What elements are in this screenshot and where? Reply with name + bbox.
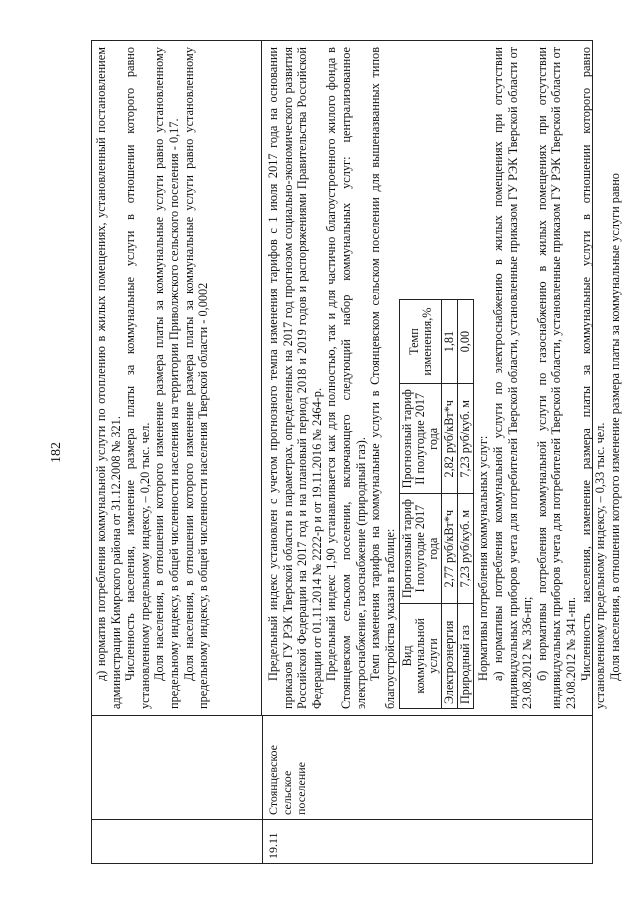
previous-entry-continuation — [92, 41, 262, 715]
row-separator — [92, 716, 263, 819]
row-number-column — [92, 819, 592, 863]
page-number: 182 — [48, 442, 64, 463]
current-entry — [263, 41, 622, 715]
table-header: Темп изменения,% — [399, 300, 441, 384]
content-column — [92, 41, 622, 715]
table-header: Прогнозный тариф I полугодие 2017 года — [399, 494, 441, 603]
document-table — [91, 40, 622, 864]
paragraph: Доля населения, в отношении которого изменение размера платы за коммунальные услуги равно установленному предельному индексу, в общей численности населения на территории Приволжского сельского поселения - 0,17. — [151, 47, 181, 709]
table-row — [441, 300, 457, 709]
settlement-name: Стоянцевское сельское поселение — [265, 744, 308, 815]
paragraph: Численность населения, изменение размера платы за коммунальные услуги в отношении которого равно установленному предельному индексу, – 0,20 тыс. чел. — [122, 47, 152, 709]
paragraph: Доля населения, в отношении которого изменение размера платы за коммунальные услуги равно — [607, 173, 622, 681]
table-cell: Электроэнергия — [441, 603, 457, 708]
table-cell: 2,77 руб/кВт*ч — [441, 494, 457, 603]
table-cell: 7,23 руб/куб. м — [457, 384, 473, 494]
table-cell: Природный газ — [457, 603, 473, 708]
table-cell: 7,23 руб/куб. м — [457, 494, 473, 603]
table-cell: 0,00 — [457, 300, 473, 384]
tariff-table — [399, 299, 474, 709]
table-header: Прогнозный тариф II полугодие 2017 года — [399, 384, 441, 494]
settlement-name-column — [92, 715, 592, 819]
paragraph: Численность населения, изменение размера платы за коммунальные услуги в отношении которого равно установленному предельному индексу, – 0,33 тыс. чел. — [578, 47, 607, 709]
table-header: Вид коммунальной услуги — [399, 603, 441, 708]
paragraph: б) нормативы потребления коммунальной услуги по газоснабжению в жилых помещениях при отсутствии индивидуальных приборов учета для потребителей Тверской области, установленные приказом ГУ РЭК Тверской области от 23.08.2012 № 341-нп. — [534, 47, 578, 709]
paragraph: д) норматив потребления коммунальной услуги по отоплению в жилых помещениях, установленный постановлением администрации Кимрского района от 31.12.2008 № 321. — [93, 47, 123, 709]
row-separator — [92, 820, 263, 863]
table-cell: 2,82 руб/кВт*ч — [441, 384, 457, 494]
paragraph: а) нормативы потребления коммунальной услуги по электроснабжению в жилых помещениях при отсутствии индивидуальных приборов учета для потребителей Тверской области, установленные приказом ГУ РЭК Тверской области от 23.08.2012 № 336-нп; — [490, 47, 534, 709]
paragraph: Доля населения, в отношении которого изменение размера платы за коммунальные услуги равно установленному предельному индексу, в общей численности населения Тверской области - 0,0002 — [181, 47, 210, 709]
paragraph: Темп изменения тарифов на коммунальные услуги в Стоянцевском сельском поселении для вышеназванных типов благоустройства указан в таблице: — [367, 47, 397, 709]
document-page — [43, 35, 622, 870]
paragraph: Нормативы потребления коммунальных услуг: — [475, 435, 490, 681]
row-number: 19.11 — [265, 832, 280, 859]
table-row — [457, 300, 473, 709]
paragraph: Предельный индекс 1,90 устанавливается как для полностью, так и для частично благоустроенного жилого фонда в Стоянцевском сельском поселении, включающего следующий набор коммунальных услуг: централизованное электроснабжение, газоснабжение (природный газ). — [323, 47, 368, 709]
paragraph: Предельный индекс установлен с учетом прогнозного темпа изменения тарифов с 1 июля 2017 года на основании приказов ГУ РЭК Тверской области в параметрах, определенных на 2017 год прогнозом социально-экономического развития Российской Федерации на 2017 год и на плановый период 2018 и 2019 годов и распоряжениями Правительства Российской Федерации от 01.11.2014 № 2222-р и от 19.11.2016 № 2464-р. — [265, 47, 324, 709]
table-header-row — [399, 300, 441, 709]
table-cell: 1,81 — [441, 300, 457, 384]
